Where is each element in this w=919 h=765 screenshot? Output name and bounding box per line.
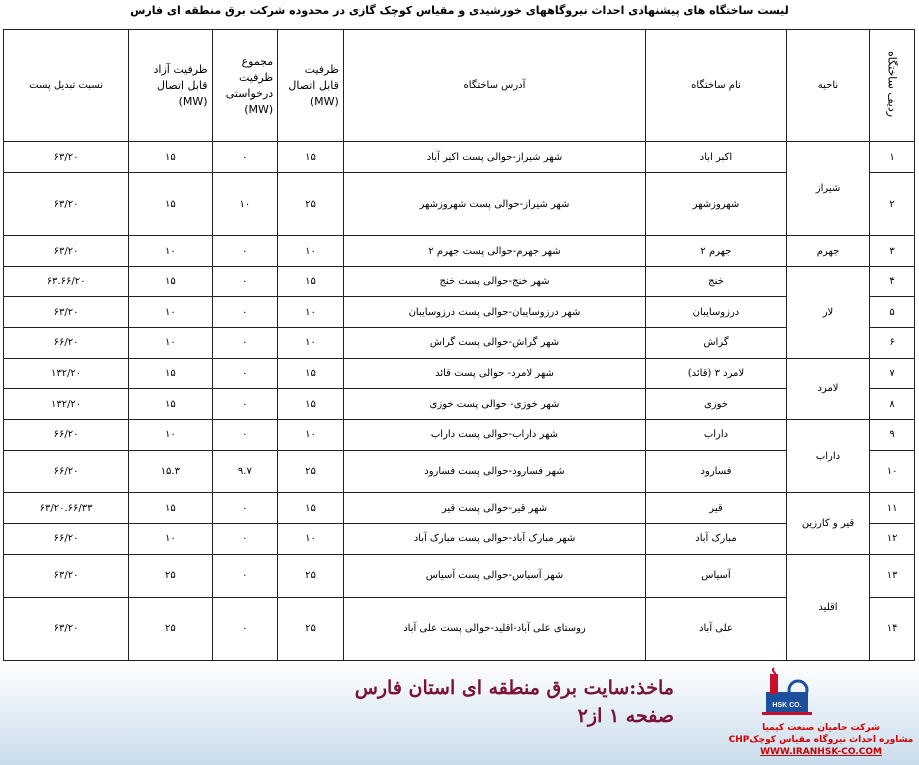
logo-chimney xyxy=(770,674,778,694)
table-row xyxy=(4,554,915,597)
free-capacity-value: ۱۵.۳ xyxy=(129,450,212,493)
site-name: جهرم ۲ xyxy=(646,236,787,267)
region-cell: اقلید xyxy=(786,554,869,660)
row-number: ۳ xyxy=(870,236,915,267)
row-number: ۹ xyxy=(870,419,915,450)
free-capacity-value: ۱۵ xyxy=(129,493,212,524)
region-cell: قیر و کارزین xyxy=(786,493,869,554)
ratio-value: ۶۶/۲۰ xyxy=(4,524,129,555)
header-region: ناحیه xyxy=(786,30,869,142)
requested-value: ۰ xyxy=(212,297,278,328)
site-name: شهروزشهر xyxy=(646,172,787,235)
requested-value: ۰ xyxy=(212,597,278,660)
capacity-value: ۱۰ xyxy=(278,236,344,267)
free-capacity-value: ۲۵ xyxy=(129,597,212,660)
table-row xyxy=(4,419,915,450)
site-address: شهر جهرم-حوالی پست جهرم ۲ xyxy=(343,236,645,267)
table-row xyxy=(4,524,915,555)
header-transform-ratio: نسبت تبدیل پست xyxy=(4,30,129,142)
site-address: شهر لامرد- حوالی پست قائد xyxy=(343,358,645,389)
capacity-value: ۲۵ xyxy=(278,172,344,235)
site-address: شهر شیراز-حوالی پست اکبر آباد xyxy=(343,142,645,173)
free-capacity-value: ۱۵ xyxy=(129,358,212,389)
requested-value: ۱۰ xyxy=(212,172,278,235)
site-address: روستای علی آباد-اقلید-حوالی پست علی آباد xyxy=(343,597,645,660)
free-capacity-value: ۱۵ xyxy=(129,142,212,173)
site-address: شهر فسارود-حوالی پست فسارود xyxy=(343,450,645,493)
site-name: خوزی xyxy=(646,389,787,420)
capacity-value: ۱۵ xyxy=(278,389,344,420)
capacity-value: ۱۵ xyxy=(278,358,344,389)
header-site-address: آدرس ساختگاه xyxy=(343,30,645,142)
row-number: ۱۱ xyxy=(870,493,915,524)
site-address: شهر مبارک آباد-حوالی پست مبارک آباد xyxy=(343,524,645,555)
capacity-value: ۲۵ xyxy=(278,450,344,493)
site-name: خنج xyxy=(646,266,787,297)
ratio-value: ۱۳۲/۲۰ xyxy=(4,389,129,420)
site-name: علی آباد xyxy=(646,597,787,660)
page-title: لیست ساختگاه های پیشنهادی احداث نیروگاههای خورشیدی و مقیاس کوچک گازی در محدوده شرکت برق منطقه ای فارس xyxy=(130,4,789,17)
site-name: مبارک آباد xyxy=(646,524,787,555)
site-address: شهر گراش-حوالی پست گراش xyxy=(343,328,645,359)
header-capacity: ظرفیت قابل اتصال (MW) xyxy=(278,30,344,142)
table-row xyxy=(4,389,915,420)
ratio-value: ۶۳/۲۰ xyxy=(4,142,129,173)
header-free-capacity: ظرفیت آزاد قابل اتصال (MW) xyxy=(129,30,212,142)
ratio-value: ۶۳/۲۰ xyxy=(4,297,129,328)
row-number: ۱۰ xyxy=(870,450,915,493)
free-capacity-value: ۱۰ xyxy=(129,328,212,359)
ratio-value: ۶۳/۲۰ xyxy=(4,554,129,597)
site-address: شهر خوزی- حوالی پست خوزی xyxy=(343,389,645,420)
capacity-value: ۱۵ xyxy=(278,266,344,297)
footer-source xyxy=(355,674,674,730)
row-number: ۶ xyxy=(870,328,915,359)
table-row xyxy=(4,142,915,173)
header-row xyxy=(4,30,915,142)
capacity-value: ۱۰ xyxy=(278,419,344,450)
row-number: ۲ xyxy=(870,172,915,235)
table-row xyxy=(4,450,915,493)
requested-value: ۰ xyxy=(212,328,278,359)
site-address: شهر داراب-حوالی پست داراب xyxy=(343,419,645,450)
capacity-value: ۲۵ xyxy=(278,554,344,597)
site-address: شهر قیر-حوالی پست قیر xyxy=(343,493,645,524)
free-capacity-value: ۱۰ xyxy=(129,297,212,328)
region-cell: شیراز xyxy=(786,142,869,236)
requested-value: ۰ xyxy=(212,142,278,173)
table-row xyxy=(4,297,915,328)
site-name: اکبر اباد xyxy=(646,142,787,173)
site-address: شهر خنج-حوالی پست خنج xyxy=(343,266,645,297)
header-requested: مجموع ظرفیت درخواستی (MW) xyxy=(212,30,278,142)
capacity-value: ۱۰ xyxy=(278,297,344,328)
site-name: گراش xyxy=(646,328,787,359)
source-text: ماخذ:سایت برق منطقه ای استان فارس xyxy=(354,677,674,699)
site-address: شهر درزوسایبان-حوالی پست درزوسایبان xyxy=(343,297,645,328)
ratio-value: ۶۶/۲۰ xyxy=(4,328,129,359)
table-row xyxy=(4,597,915,660)
site-address: شهر آسیاس-حوالی پست آسیاس xyxy=(343,554,645,597)
table-row xyxy=(4,493,915,524)
free-capacity-value: ۱۵ xyxy=(129,172,212,235)
free-capacity-value: ۱۵ xyxy=(129,389,212,420)
ratio-value: ۶۳/۲۰ xyxy=(4,172,129,235)
capacity-value: ۱۵ xyxy=(278,493,344,524)
row-number: ۸ xyxy=(870,389,915,420)
row-number: ۷ xyxy=(870,358,915,389)
company-logo xyxy=(758,666,816,722)
logo-base xyxy=(762,712,812,715)
requested-value: ۰ xyxy=(212,389,278,420)
free-capacity-value: ۱۰ xyxy=(129,236,212,267)
site-name: درزوسایبان xyxy=(646,297,787,328)
ratio-value: ۶۶/۲۰ xyxy=(4,419,129,450)
row-number: ۵ xyxy=(870,297,915,328)
region-cell: لار xyxy=(786,266,869,358)
table-row xyxy=(4,328,915,359)
requested-value: ۰ xyxy=(212,266,278,297)
header-row-number: ردیف ساختگاه xyxy=(870,30,915,142)
page-number: صفحه ۱ از۲ xyxy=(577,705,674,727)
table-row xyxy=(4,236,915,267)
requested-value: ۰ xyxy=(212,419,278,450)
row-number: ۱ xyxy=(870,142,915,173)
ratio-value: ۶۳.۶۶/۲۰ xyxy=(4,266,129,297)
requested-value: ۰ xyxy=(212,524,278,555)
table-row xyxy=(4,172,915,235)
region-cell: داراب xyxy=(786,419,869,493)
ratio-value: ۶۳/۲۰ xyxy=(4,236,129,267)
row-number: ۱۴ xyxy=(870,597,915,660)
requested-value: ۰ xyxy=(212,236,278,267)
company-url-link[interactable]: WWW.IRANHSK-CO.COM xyxy=(760,747,882,757)
ratio-value: ۱۳۲/۲۰ xyxy=(4,358,129,389)
company-tagline: مشاوره احداث نیروگاه مقیاس کوچکCHP xyxy=(728,735,914,745)
row-number: ۴ xyxy=(870,266,915,297)
ratio-value: ۶۶/۲۰ xyxy=(4,450,129,493)
site-name: لامرد ۳ (قائد) xyxy=(646,358,787,389)
sites-table xyxy=(3,29,915,661)
ratio-value: ۶۳/۲۰.۶۶/۳۳ xyxy=(4,493,129,524)
requested-value: ۰ xyxy=(212,358,278,389)
requested-value: ۰ xyxy=(212,493,278,524)
row-number: ۱۲ xyxy=(870,524,915,555)
requested-value: ۰ xyxy=(212,554,278,597)
site-name: قیر xyxy=(646,493,787,524)
site-name: فسارود xyxy=(646,450,787,493)
free-capacity-value: ۱۰ xyxy=(129,524,212,555)
ratio-value: ۶۳/۲۰ xyxy=(4,597,129,660)
site-name: آسیاس xyxy=(646,554,787,597)
header-site-name: نام ساختگاه xyxy=(646,30,787,142)
requested-value: ۹.۷ xyxy=(212,450,278,493)
free-capacity-value: ۲۵ xyxy=(129,554,212,597)
capacity-value: ۱۰ xyxy=(278,328,344,359)
site-name: داراب xyxy=(646,419,787,450)
capacity-value: ۱۵ xyxy=(278,142,344,173)
company-info xyxy=(726,722,916,758)
region-cell: لامرد xyxy=(786,358,869,419)
capacity-value: ۱۰ xyxy=(278,524,344,555)
logo-text: HSK CO. xyxy=(772,702,802,709)
row-number: ۱۳ xyxy=(870,554,915,597)
free-capacity-value: ۱۰ xyxy=(129,419,212,450)
capacity-value: ۲۵ xyxy=(278,597,344,660)
table-row xyxy=(4,358,915,389)
table-row xyxy=(4,266,915,297)
site-address: شهر شیراز-حوالی پست شهروزشهر xyxy=(343,172,645,235)
company-name: شرکت حامیان صنعت کیمیا xyxy=(762,723,880,733)
region-cell: جهرم xyxy=(786,236,869,267)
free-capacity-value: ۱۵ xyxy=(129,266,212,297)
